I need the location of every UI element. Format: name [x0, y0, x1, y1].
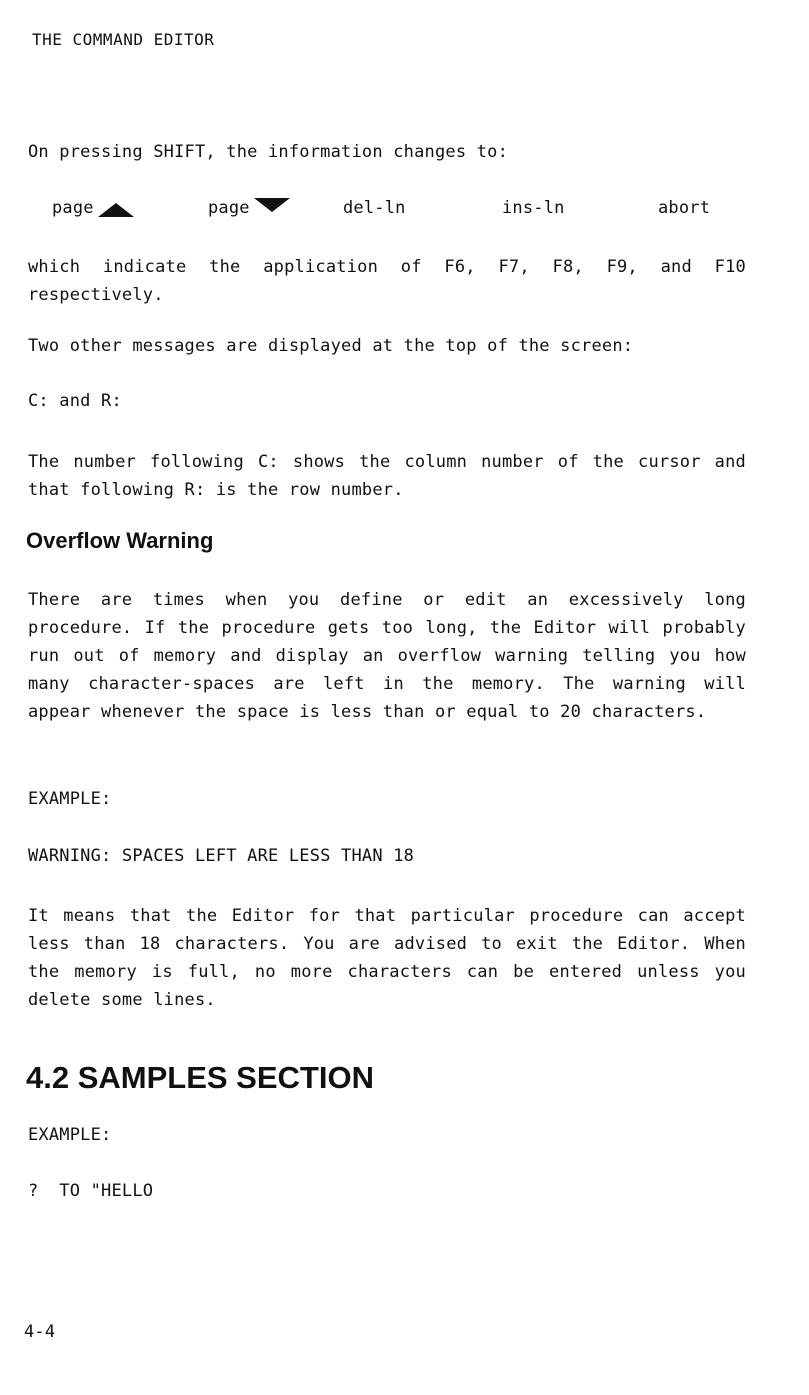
- key-ins-ln: ins-ln: [502, 198, 565, 218]
- page-number: 4-4: [24, 1322, 56, 1342]
- key-page-up: [52, 198, 134, 218]
- overflow-warning-heading: Overflow Warning: [26, 528, 214, 553]
- overflow-example-label: EXAMPLE:: [28, 789, 112, 809]
- overflow-warning-line: WARNING: SPACES LEFT ARE LESS THAN 18: [28, 846, 415, 866]
- shift-intro: On pressing SHIFT, the information changes to:: [28, 142, 509, 162]
- key-abort: abort: [658, 198, 711, 218]
- other-messages: Two other messages are displayed at the top of the screen:: [28, 336, 634, 356]
- samples-example-label: EXAMPLE:: [28, 1125, 112, 1145]
- key-page-up-label: page: [52, 198, 94, 218]
- samples-code-line: ? TO "HELLO: [28, 1181, 154, 1201]
- key-del-ln: del-ln: [343, 198, 406, 218]
- shift-key-labels: [0, 198, 809, 228]
- shift-explanation: which indicate the application of F6, F7, F8, F9, and F10 respectively.: [28, 257, 746, 305]
- key-page-down-label: page: [208, 198, 250, 218]
- running-head: THE COMMAND EDITOR: [32, 30, 215, 49]
- c-and-r: C: and R:: [28, 391, 122, 411]
- up-triangle-icon: [98, 203, 134, 217]
- overflow-paragraph: There are times when you define or edit an excessively long procedure. If the procedure gets too long, the Editor will probably run out of memory and display an overflow warning telling you how many character-spaces are left in the memory. The warning will appear whenever the space is less than or equal to 20 characters.: [28, 590, 746, 722]
- samples-section-heading: 4.2 SAMPLES SECTION: [26, 1060, 374, 1095]
- overflow-explanation: It means that the Editor for that particular procedure can accept less than 18 characters. You are advised to exit the Editor. When the memory is full, no more characters can be entered unless you delete some lines.: [28, 906, 746, 1010]
- key-page-down: [208, 198, 290, 218]
- down-triangle-icon: [254, 198, 290, 212]
- cursor-info: The number following C: shows the column number of the cursor and that following R: is the row number.: [28, 452, 746, 500]
